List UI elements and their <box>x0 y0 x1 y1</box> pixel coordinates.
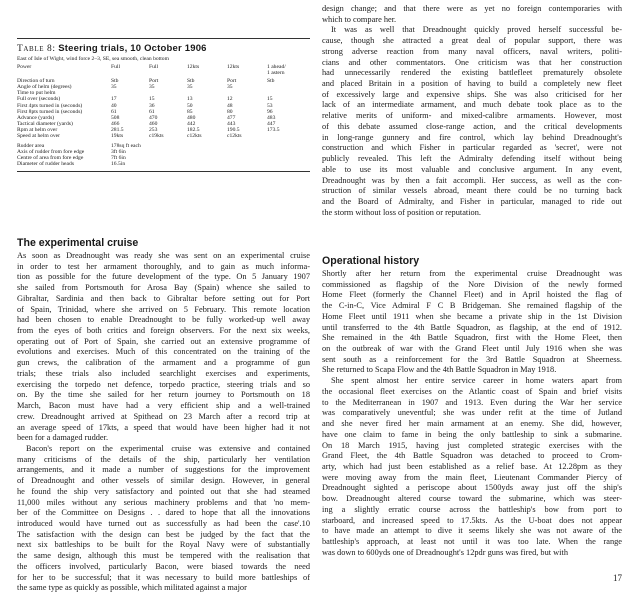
table-cell: 13 <box>187 96 193 103</box>
text-line: have one claim to fame in being the only battleship to sink a submarine. <box>322 429 622 439</box>
text-line: starboard, and increased speed to 17.5kts. As the U-boat does not appear <box>322 515 622 525</box>
rudder-row <box>17 161 310 167</box>
text-line: gun crews, the calibration of the armament and a programme of gun <box>17 358 310 368</box>
text-line: Dreadnought sighted a periscope about 1500yds away just off the ship's <box>322 483 622 493</box>
text-line: until transferred to the 4th Battle Squadron, as flagship, at the end of 1912. <box>322 322 622 332</box>
text-line: cause, though she attracted a great deal of popular support, there was <box>322 36 622 46</box>
text-line: design change; and that there were as yet no foreign contemporaries with <box>322 4 622 13</box>
text-line: She remained in the 4th Battle Squadron, first with the Home Fleet, then <box>322 333 622 343</box>
text-line: 11,000 miles without any serious machinery problems and that 'no mem- <box>17 497 310 507</box>
table-cell: 48 <box>227 102 233 109</box>
table-cell: 61 <box>149 108 155 115</box>
text-line: cians and other commentators. One criticism was that her construction <box>322 57 622 67</box>
text-line: in long-range gunnery and fire control, which lay behind Dreadnought's <box>322 132 622 142</box>
table-cell: Port <box>227 78 237 85</box>
table-cell <box>227 70 267 76</box>
table-cell: 50 <box>187 102 193 109</box>
row-label: Angle of helm (degrees) <box>17 84 72 91</box>
row-label: Advance (yards) <box>17 114 55 121</box>
text-line: ber of the Committee on Designs . . dared to hope that all the innovations <box>17 508 310 518</box>
table-cell: c12kts <box>187 133 202 140</box>
text-line: were moving away from the main fleet, Lieutenant Commander Piercy of <box>322 472 622 482</box>
text-line: The satisfaction with the design can best be judged by the fact that the <box>17 529 310 539</box>
text-line: an average speed of 17kts, a speed that would have been higher had it not <box>17 422 310 432</box>
text-line: She spent almost her entire service career in home waters apart from <box>331 376 622 386</box>
text-line: for her to be successful; that it was necessary to build more battleships of <box>17 572 310 582</box>
table-cell <box>149 70 187 76</box>
row-label: Diameter of rudder heads <box>17 161 74 168</box>
text-line: March, Bacon must have had a very efficient ship and a well-trained <box>17 401 310 411</box>
table-cell: 35 <box>187 84 193 91</box>
table-cell: Full <box>149 64 159 70</box>
table-cell: 35 <box>149 84 155 91</box>
text-line: many criticisms of the details of the ship, particularly her ventilation <box>17 454 310 464</box>
text-line: Home Fleet until 1911 when she became a private ship in the 1st Division <box>322 311 622 321</box>
text-line: exercising the torpedo net defence, torpedo practice, steering trials and so <box>17 379 310 389</box>
table-cell: Stb <box>111 78 119 85</box>
text-line: he found the ship very satisfactory and pointed out that she had steamed <box>17 486 310 496</box>
text-line: relative merits of uniform- and mixed-calibre armaments. However, most <box>322 111 622 121</box>
table-cell: 253 <box>149 126 158 133</box>
table-cell: Stb <box>267 78 275 85</box>
text-line: publicly revealed. This left the Admiralty defending itself without being <box>322 154 622 164</box>
table-cell: 508 <box>111 114 120 121</box>
text-line: It was as well that Dreadnought quickly proved herself successful be- <box>331 25 622 35</box>
text-line: the occasional fleet exercises on the Atlantic coast of Spain and brief visits <box>322 386 622 396</box>
text-line: bow. Dreadnought altered course toward the submarine, which was steer- <box>322 494 622 504</box>
table-cell: Port <box>149 78 159 85</box>
text-line: Bacon's report on the experimental cruise was extensive and contained <box>26 443 310 453</box>
rudder-table <box>17 143 310 167</box>
table-row <box>17 70 310 76</box>
table-cell <box>267 133 310 139</box>
table-cell: 15 <box>149 96 155 103</box>
text-line: of excessively large and expensive ships. She was also criticised for her <box>322 89 622 99</box>
table-cell: 96 <box>267 108 273 115</box>
table-cell: 182.5 <box>187 126 200 133</box>
table-cell: 35 <box>227 84 233 91</box>
text-line: next six battleships to be built for the Royal Navy were of substantially <box>17 540 310 550</box>
text-line: construction and which Fisher in particular regarded as 'secret', were not <box>322 143 622 153</box>
table-cell: 477 <box>227 114 236 121</box>
text-line: Dreadnought was by then a fait accompli. Her success, as well as the con- <box>322 175 622 185</box>
table-cell: 80 <box>227 108 233 115</box>
section-heading-experimental-cruise: The experimental cruise <box>17 237 139 249</box>
text-line: to have made an attempt to dive it seems likely she was not aware of the <box>322 526 622 536</box>
table-cell: 15 <box>267 96 273 103</box>
row-label: Centre of area from fore edge <box>17 155 84 162</box>
text-line: struction of similar vessels abroad, meant there could be no turning back <box>322 186 622 196</box>
text-line: been for a damaged rudder. <box>17 433 109 443</box>
experimental-cruise-text <box>17 251 310 594</box>
text-line: and the Board of Admiralty, and Fisher in particular, managed to ride out <box>322 196 622 206</box>
row-label: Speed at helm over <box>17 133 61 140</box>
text-line: commissioned as flagship of the Nore Division of the newly formed <box>322 279 622 289</box>
table-subtitle: East of Isle of Wight, wind force 2–3, SE, sea smooth, clean bottom <box>17 56 169 62</box>
table-cell: 173.5 <box>267 126 280 133</box>
table-cell: Full <box>111 64 121 70</box>
text-line: was comparatively uneventful; she was under refit at the time of Jutland <box>322 408 622 418</box>
text-line: which to compare her. <box>322 14 397 24</box>
table-label: Table 8: <box>17 44 56 54</box>
table-cell: 470 <box>149 114 158 121</box>
operational-history-text <box>322 269 622 558</box>
table-cell: 35 <box>111 84 117 91</box>
table-cell: 12 <box>227 96 233 103</box>
text-line: to the Mediterranean in 1907 and 1913. Even during the War her service <box>322 397 622 407</box>
text-line: was down to 600yds one of Dreadnought's 12pdr guns was fired, but with <box>322 547 568 557</box>
text-line: from the eyes of both critics and foreign observers. For the next six weeks, <box>17 326 310 336</box>
text-line: operating out of Port of Spain, she carried out an extensive programme of <box>17 336 310 346</box>
row-label: Full over (seconds) <box>17 96 61 103</box>
text-line: Grand Fleet, the 4th Battle Squadron was detached to proceed to Crom- <box>322 451 622 461</box>
table-cell <box>187 70 227 76</box>
table-cell: 7ft 6in <box>111 155 126 162</box>
text-line: the same design, although this must be tempered with the realisation that <box>17 551 310 561</box>
table-title <box>17 43 310 54</box>
table-cell: 19kts <box>111 133 124 140</box>
table-heading: Steering trials, 10 October 1906 <box>58 43 207 54</box>
row-label: First 8pts turned in (seconds) <box>17 108 83 115</box>
text-line: sent south as a reinforcement for the 3rd Battle Squadron at Sheerness. <box>322 354 622 364</box>
text-line: and she never fired her main armament at an enemy. She did, however, <box>322 419 622 429</box>
table-row <box>17 133 310 139</box>
row-label: Tactical diameter (yards) <box>17 120 73 127</box>
text-line: arty, which had just been established as a relief base. At 12.28pm as they <box>322 461 622 471</box>
table-cell: 190.5 <box>227 126 240 133</box>
page-number: 17 <box>613 573 622 583</box>
text-line: she sailed from Portsmouth for Arosa Bay (Spain) whence she sailed to <box>17 283 310 293</box>
table-cell: 36 <box>149 102 155 109</box>
table-cell: c12kts <box>227 133 242 140</box>
table-cell: 442 <box>187 120 196 127</box>
section-heading-operational-history: Operational history <box>322 255 420 267</box>
text-line: evolutions and exercises. Much of this concentrated on the training of the <box>17 347 310 357</box>
row-label: Rpm at helm over <box>17 126 58 133</box>
table-cell: 281.5 <box>111 126 124 133</box>
text-line: Gibraltar, Sardinia and then back to Gibraltar before setting out for Port <box>17 293 310 303</box>
text-line: Shortly after her return from the experimental cruise Dreadnought was <box>322 269 622 278</box>
text-line: had been chosen to enable Dreadnought to be fully worked-up well away <box>17 315 310 325</box>
row-label: First 4pts turned in (seconds) <box>17 102 83 109</box>
table-cell: 3ft 6in <box>111 149 126 156</box>
text-line: trials; these trials also included searchlight exercises and experiments, <box>17 368 310 378</box>
table-cell: c19kts <box>149 133 164 140</box>
text-line: of Dreadnought and other vessels of similar design. However, in general <box>17 476 310 486</box>
table-cell: 17 <box>111 96 117 103</box>
table-cell: 1 astern <box>267 70 285 77</box>
text-line: strong adverse reaction from many naval officers, naval writers, politi- <box>322 46 622 56</box>
row-label: Direction of turn <box>17 78 55 85</box>
row-label <box>17 70 111 76</box>
table-cell <box>111 70 149 76</box>
table-cell: 53 <box>267 102 273 109</box>
text-line: able to use its most valuable and conclusive argument. In any event, <box>322 164 622 174</box>
text-line: on. By the time she sailed for her return journey to Portsmouth on 18 <box>17 390 310 400</box>
row-label: Axis of rudder from fore edge <box>17 149 85 156</box>
text-line: tion as possible for the future development of the type. On 5 January 1907 <box>17 272 310 282</box>
table-cell: 1 ahead/ <box>267 64 286 70</box>
table-cell: 12kts <box>187 64 200 70</box>
table-body <box>17 64 310 139</box>
text-line: in order to test her armament thoroughly, and to gain as much informa- <box>17 261 310 271</box>
text-line: the officers involved, particularly Bacon, were biased towards the need <box>17 561 310 571</box>
table-cell: 483 <box>267 114 276 121</box>
row-label: Rudder area <box>17 143 45 150</box>
right-column-top-text <box>322 4 622 218</box>
text-line: had unnecessarily rendered the existing battlefleet prematurely obsolete <box>322 68 622 78</box>
table-cell: 460 <box>149 120 158 127</box>
table-cell: 12kts <box>227 64 240 70</box>
table-cell: 480 <box>187 114 196 121</box>
steering-trials-table <box>17 38 310 172</box>
text-line: the C-in-C, Vice Admiral F C B Bridgeman. She remained flagship of the <box>322 301 622 311</box>
text-line: arrangements, and it made a number of suggestions for the improvement <box>17 465 310 475</box>
text-line: of this debate assumed close-range action, and the critical developments <box>322 121 622 131</box>
table-cell: 85 <box>187 108 193 115</box>
text-line: She returned to Scapa Flow and the 4th Battle Squadron in May 1918. <box>322 365 557 375</box>
text-line: crew. Dreadnought arrived at Spithead on 23 March after a record trip at <box>17 411 310 421</box>
text-line: As soon as Dreadnought was ready she was sent on an experimental cruise <box>17 251 310 260</box>
text-line: On 18 March 1915, having just completed strategic exercises with the <box>322 440 622 450</box>
table-cell: 61 <box>111 108 117 115</box>
text-line: battleship's approach, at least not until it was too late. When the range <box>322 536 622 546</box>
text-line: of Spain, Trinidad, where she arrived on 5 February. This remote location <box>17 304 310 314</box>
text-line: ing a slightly erratic course across the battleship's bow from port to <box>322 504 622 514</box>
text-line: introduced would have turned out as successfully as had been the case'.10 <box>17 518 310 528</box>
table-cell: 178sq ft each <box>111 143 141 150</box>
table-cell: 40 <box>111 102 117 109</box>
text-line: on the outbreak of war with the Grand Fleet until July 1916 when she was <box>322 344 622 354</box>
text-line: lack of an intermediate armament, and much debate took place as to the <box>322 100 622 110</box>
table-cell: 447 <box>267 120 276 127</box>
table-cell: Stb <box>187 78 195 85</box>
text-line: the same type as quickly as possible, which militated against a major <box>17 583 247 593</box>
row-label: Power <box>17 64 32 70</box>
table-cell: 16.5in <box>111 161 126 168</box>
text-line: the storm without loss of position or reputation. <box>322 207 481 217</box>
text-line: and placed Britain in a position of having to build a completely new fleet <box>322 79 622 89</box>
table-cell: 466 <box>111 120 120 127</box>
table-cell: 443 <box>227 120 236 127</box>
row-label: Time to put helm <box>17 90 56 97</box>
text-line: Home Fleet (formerly the Channel Fleet) and in April hoisted the flag of <box>322 290 622 300</box>
